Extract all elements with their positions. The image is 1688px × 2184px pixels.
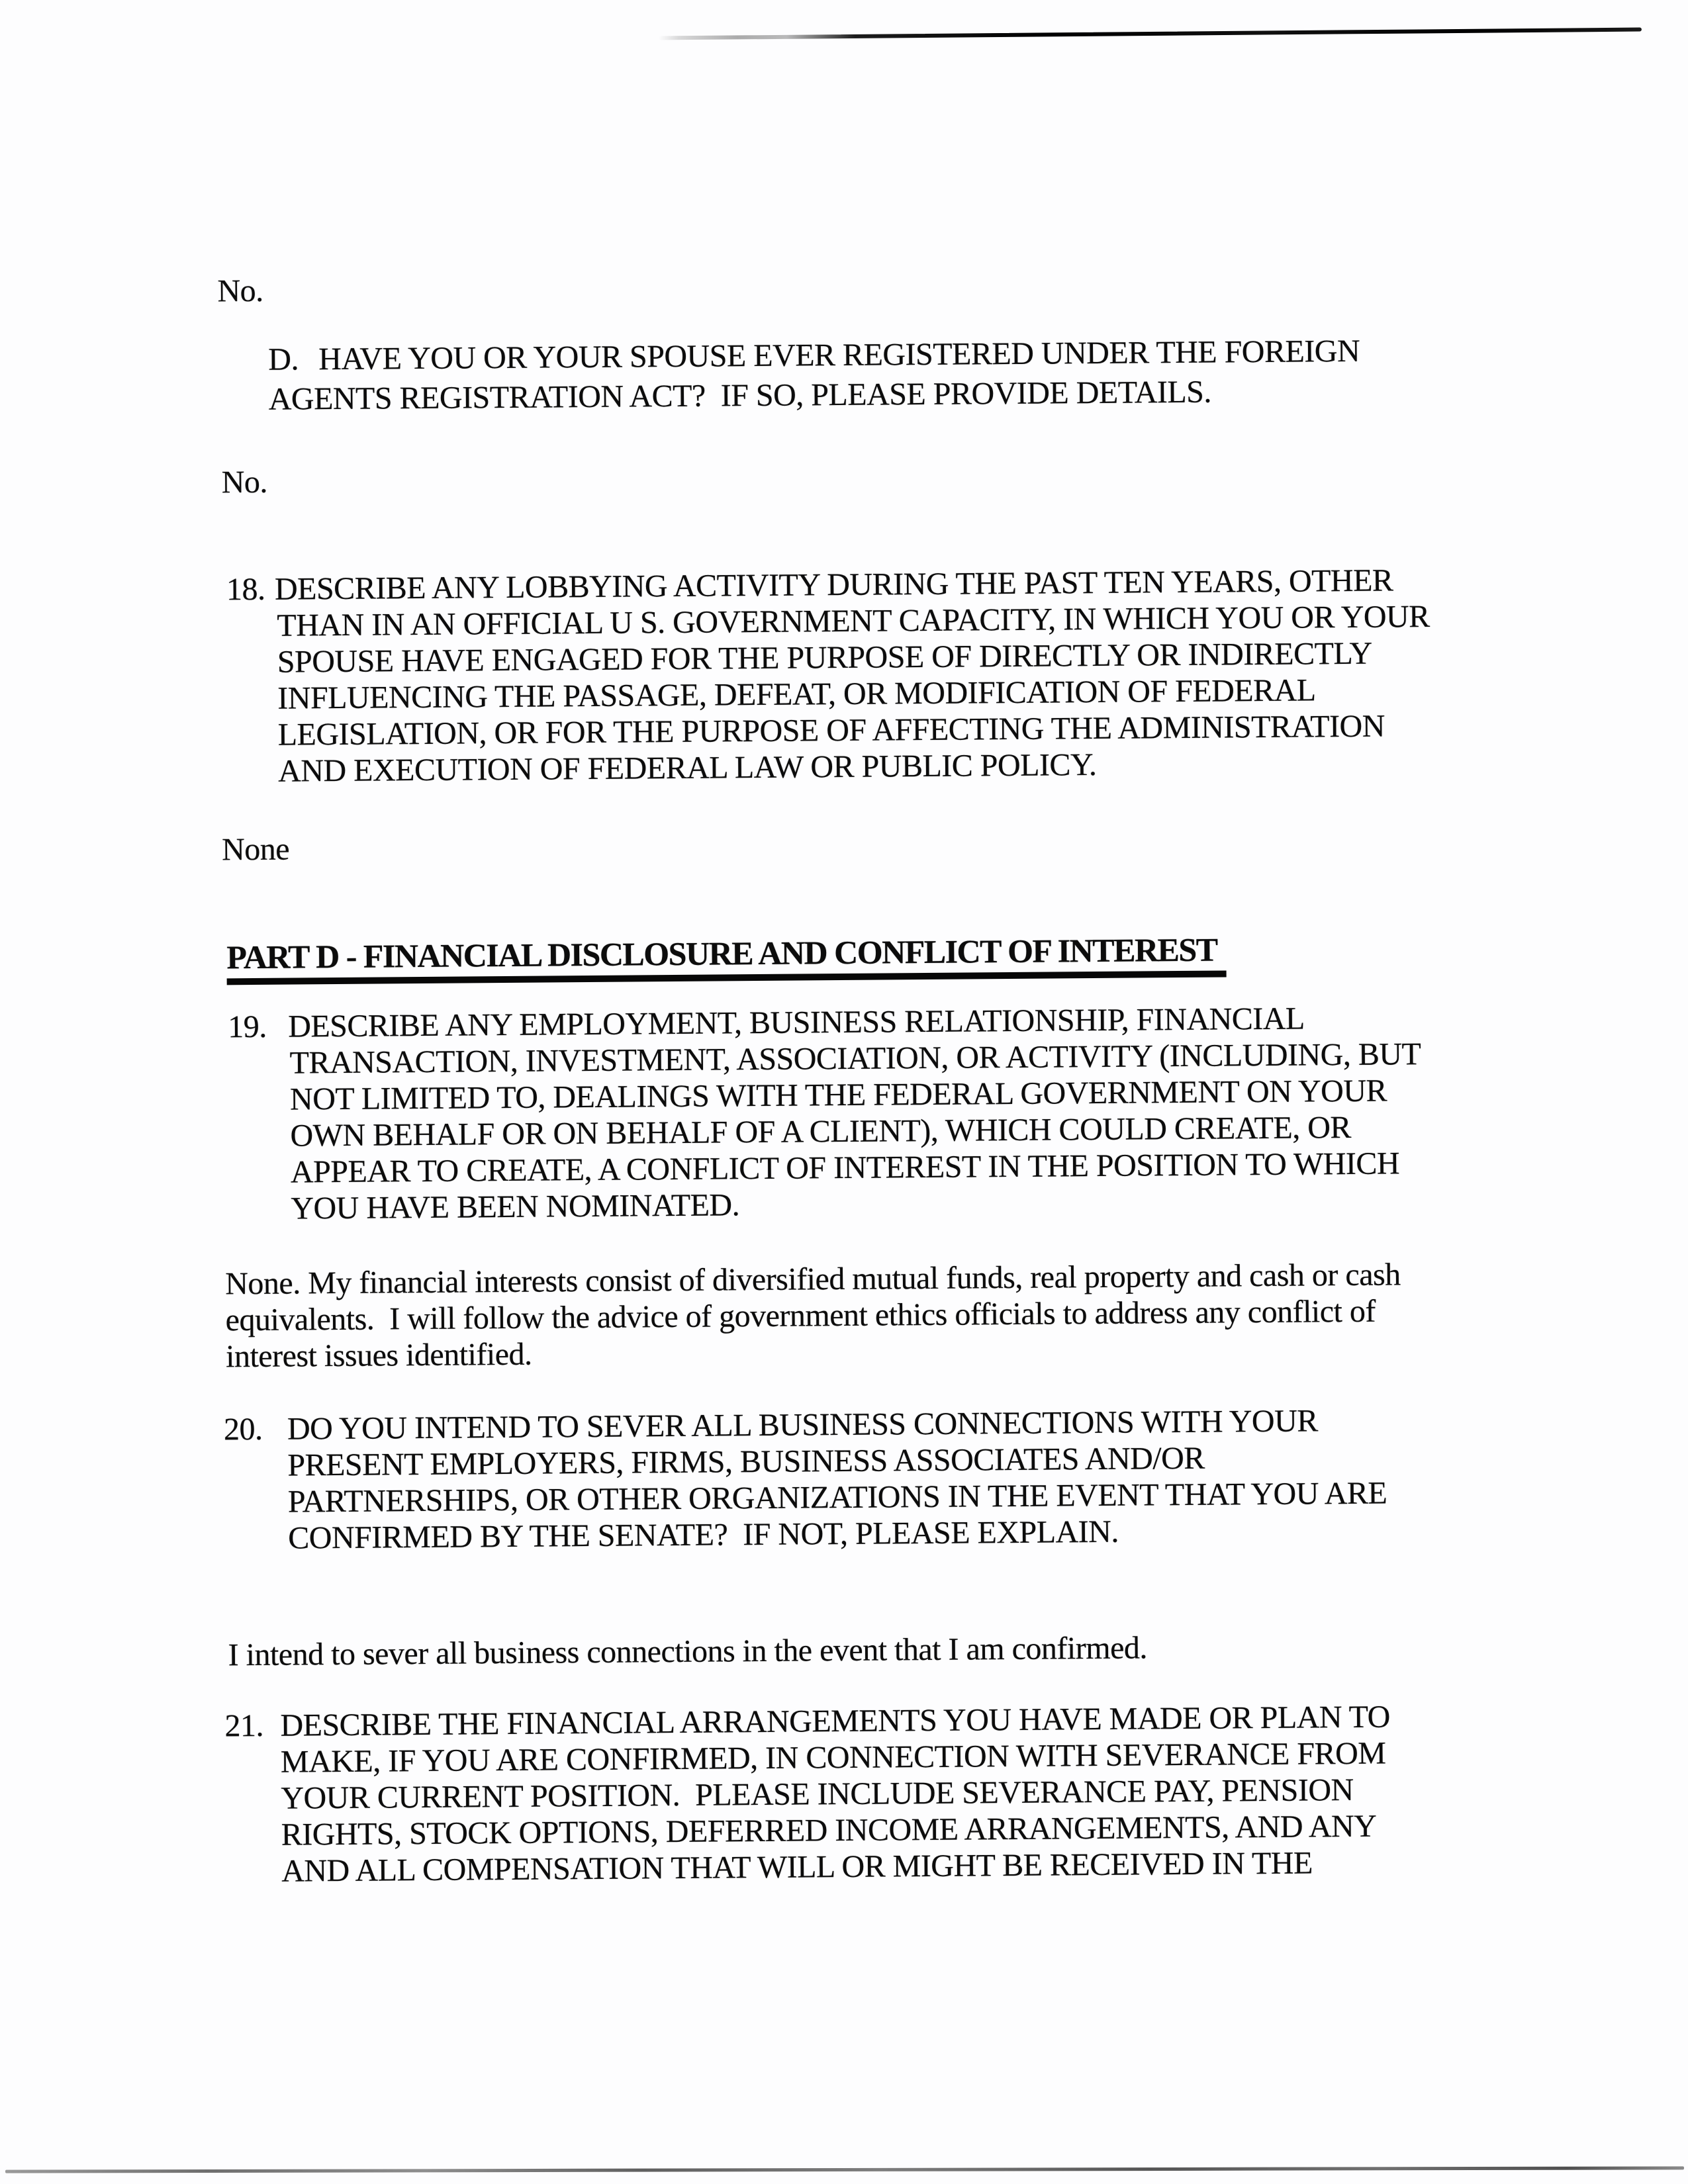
question-line (268, 333, 1360, 379)
question-line: APPEAR TO CREATE, A CONFLICT OF INTEREST IN THE POSITION TO WHICH (290, 1146, 1400, 1190)
question-line: PARTNERSHIPS, OR OTHER ORGANIZATIONS IN THE EVENT THAT YOU ARE (287, 1475, 1387, 1520)
answer-text: I intend to sever all business connections in the event that I am confirmed. (228, 1630, 1148, 1673)
answer-text: None (221, 831, 290, 868)
question-line: TRANSACTION, INVESTMENT, ASSOCIATION, OR ACTIVITY (INCLUDING, BUT (289, 1036, 1421, 1081)
question-text: DO YOU INTEND TO SEVER ALL BUSINESS CONNECTIONS WITH YOUR (287, 1403, 1318, 1447)
question-line: LEGISLATION, OR FOR THE PURPOSE OF AFFECTING THE ADMINISTRATION (277, 708, 1385, 752)
question-line: MAKE, IF YOU ARE CONFIRMED, IN CONNECTION WITH SEVERANCE FROM (280, 1735, 1386, 1780)
question-line: RIGHTS, STOCK OPTIONS, DEFERRED INCOME ARRANGEMENTS, AND ANY (281, 1808, 1377, 1852)
question-line: AGENTS REGISTRATION ACT? IF SO, PLEASE PROVIDE DETAILS. (268, 374, 1212, 417)
question-line: NOT LIMITED TO, DEALINGS WITH THE FEDERAL GOVERNMENT ON YOUR (289, 1073, 1387, 1117)
question-text: DESCRIBE THE FINANCIAL ARRANGEMENTS YOU HAVE MADE OR PLAN TO (280, 1699, 1390, 1743)
question-line: YOU HAVE BEEN NOMINATED. (291, 1187, 740, 1226)
answer-text: No. (217, 273, 263, 309)
answer-line: None. My financial interests consist of diversified mutual funds, real property and cash or cash (225, 1257, 1401, 1302)
answer-line: equivalents. I will follow the advice of government ethics officials to address any conflict of (225, 1293, 1376, 1338)
question-number: D. (268, 341, 299, 377)
question-line: CONFIRMED BY THE SENATE? IF NOT, PLEASE EXPLAIN. (288, 1514, 1119, 1556)
question-text: DESCRIBE ANY LOBBYING ACTIVITY DURING THE PAST TEN YEARS, OTHER (274, 563, 1393, 607)
question-line: SPOUSE HAVE ENGAGED FOR THE PURPOSE OF DIRECTLY OR INDIRECTLY (277, 635, 1372, 680)
question-number: 19. (227, 1009, 267, 1045)
question-number: 20. (223, 1411, 263, 1447)
answer-line: interest issues identified. (225, 1336, 532, 1375)
question-line: INFLUENCING THE PASSAGE, DEFEAT, OR MODIFICATION OF FEDERAL (277, 672, 1316, 716)
question-number: 21. (224, 1707, 264, 1744)
question-line: THAN IN AN OFFICIAL U S. GOVERNMENT CAPACITY, IN WHICH YOU OR YOUR (277, 599, 1430, 643)
section-heading: PART D - FINANCIAL DISCLOSURE AND CONFLICT OF INTEREST (226, 932, 1227, 985)
question-line: AND ALL COMPENSATION THAT WILL OR MIGHT BE RECEIVED IN THE (281, 1845, 1313, 1889)
question-number: 18. (226, 571, 265, 608)
answer-text: No. (221, 464, 268, 500)
question-line: OWN BEHALF OR ON BEHALF OF A CLIENT), WHICH COULD CREATE, OR (290, 1109, 1352, 1154)
question-text: HAVE YOU OR YOUR SPOUSE EVER REGISTERED UNDER THE FOREIGN (318, 333, 1360, 377)
question-text: DESCRIBE ANY EMPLOYMENT, BUSINESS RELATIONSHIP, FINANCIAL (287, 1001, 1305, 1044)
question-line: AND EXECUTION OF FEDERAL LAW OR PUBLIC POLICY. (277, 747, 1097, 789)
question-line: YOUR CURRENT POSITION. PLEASE INCLUDE SEVERANCE PAY, PENSION (281, 1772, 1354, 1816)
question-line: PRESENT EMPLOYERS, FIRMS, BUSINESS ASSOCIATES AND/OR (287, 1440, 1205, 1483)
